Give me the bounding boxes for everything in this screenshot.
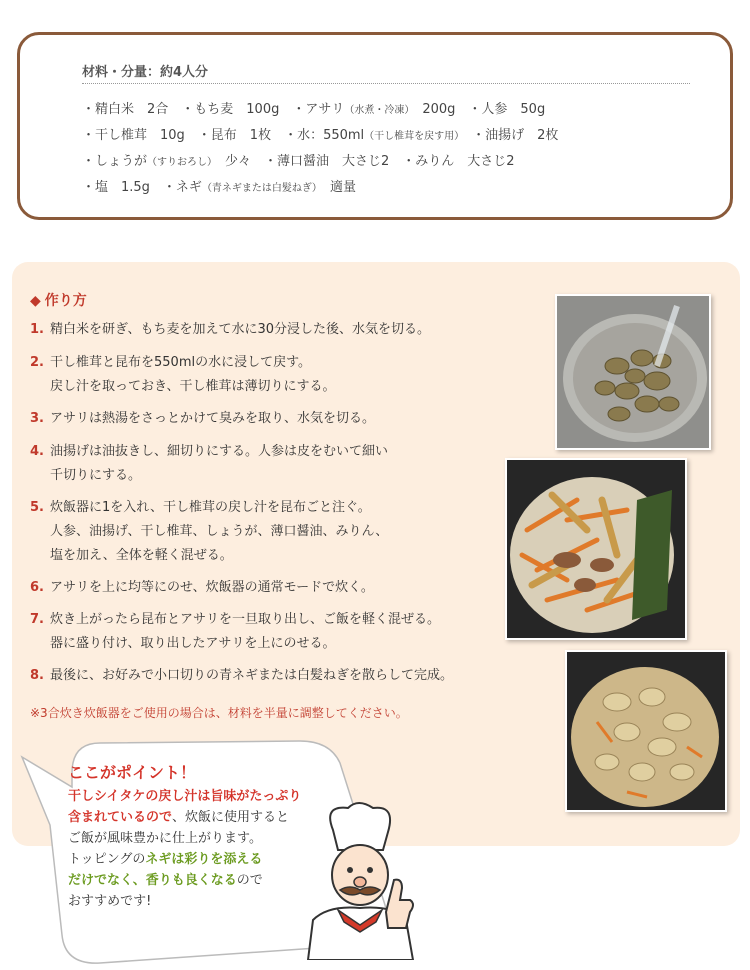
ingredients-title: 材料・分量：約4人分 bbox=[82, 65, 209, 80]
point-line: おすすめです! bbox=[68, 894, 152, 909]
step-text: 千切りにする。 bbox=[50, 468, 142, 483]
method-step bbox=[30, 664, 453, 688]
diamond-icon: ◆ bbox=[30, 293, 41, 309]
step-text: 干し椎茸と昆布を550mlの水に浸して戻す。 bbox=[50, 355, 312, 370]
step-text: 塩を加え、全体を軽く混ぜる。 bbox=[50, 548, 233, 563]
method-step bbox=[30, 440, 388, 488]
ingredients-box bbox=[17, 32, 733, 220]
step-number: 4. bbox=[30, 444, 44, 459]
step-number: 7. bbox=[30, 612, 44, 627]
step-text: 油揚げは油抜きし、細切りにする。人参は皮をむいて細い bbox=[50, 444, 389, 459]
note: ※3合炊き炊飯器をご使用の場合は、材料を半量に調整してください。 bbox=[30, 706, 408, 720]
step-number: 8. bbox=[30, 668, 44, 683]
point-line: だけでなく、香りも良くなるので bbox=[68, 873, 263, 888]
step-number: 2. bbox=[30, 355, 44, 370]
point-line: 含まれているので、炊飯に使用すると bbox=[68, 810, 290, 825]
cooked-clam-rice-photo bbox=[565, 650, 727, 812]
rice-cooker-ingredients-photo bbox=[505, 458, 687, 640]
ingredient-line: ・塩 1.5g ・ネギ（青ネギまたは白髪ねぎ） 適量 bbox=[82, 180, 356, 195]
step-text: 器に盛り付け、取り出したアサリを上にのせる。 bbox=[50, 636, 336, 651]
step-text: アサリは熱湯をさっとかけて臭みを取り、水気を切る。 bbox=[50, 411, 376, 426]
method-step bbox=[30, 407, 375, 431]
ingredient-line: ・精白米 2合 ・もち麦 100g ・アサリ（水煮・冷凍） 200g ・人参 50g bbox=[82, 102, 546, 117]
step-text: 戻し汁を取っておき、干し椎茸は薄切りにする。 bbox=[50, 379, 336, 394]
method-step bbox=[30, 351, 335, 399]
point-line: トッピングのネギは彩りを添える bbox=[68, 852, 263, 867]
method-heading: ◆ 作り方 bbox=[30, 293, 87, 309]
step-number: 3. bbox=[30, 411, 44, 426]
point-line: 干しシイタケの戻し汁は旨味がたっぷり bbox=[68, 789, 302, 804]
dotted-divider bbox=[82, 83, 690, 84]
point-line: ご飯が風味豊かに仕上がります。 bbox=[68, 831, 262, 846]
ingredient-line: ・干し椎茸 10g ・昆布 1枚 ・水：550ml（干し椎茸を戻す用） ・油揚げ 2枚 bbox=[82, 128, 559, 143]
step-text: アサリを上に均等にのせ、炊飯器の通常モードで炊く。 bbox=[50, 580, 374, 595]
method-step bbox=[30, 576, 374, 600]
clams-strainer-photo bbox=[555, 294, 711, 450]
method-step bbox=[30, 318, 430, 342]
step-text: 人参、油揚げ、干し椎茸、しょうが、薄口醤油、みりん、 bbox=[50, 524, 389, 539]
point-title: ここがポイント！ bbox=[68, 763, 197, 782]
step-text: 炊き上がったら昆布とアサリを一旦取り出し、ご飯を軽く混ぜる。 bbox=[50, 612, 441, 627]
method-step bbox=[30, 496, 388, 568]
step-text: 最後に、お好みで小口切りの青ネギまたは白髪ねぎを散らして完成。 bbox=[50, 668, 454, 683]
chef-illustration bbox=[298, 800, 418, 960]
step-number: 6. bbox=[30, 580, 44, 595]
step-number: 1. bbox=[30, 322, 44, 337]
ingredient-line: ・しょうが（すりおろし） 少々 ・薄口醤油 大さじ2 ・みりん 大さじ2 bbox=[82, 154, 515, 169]
method-step bbox=[30, 608, 440, 656]
step-text: 精白米を研ぎ、もち麦を加えて水に30分浸した後、水気を切る。 bbox=[50, 322, 431, 337]
step-number: 5. bbox=[30, 500, 44, 515]
step-text: 炊飯器に1を入れ、干し椎茸の戻し汁を昆布ごと注ぐ。 bbox=[50, 500, 371, 515]
